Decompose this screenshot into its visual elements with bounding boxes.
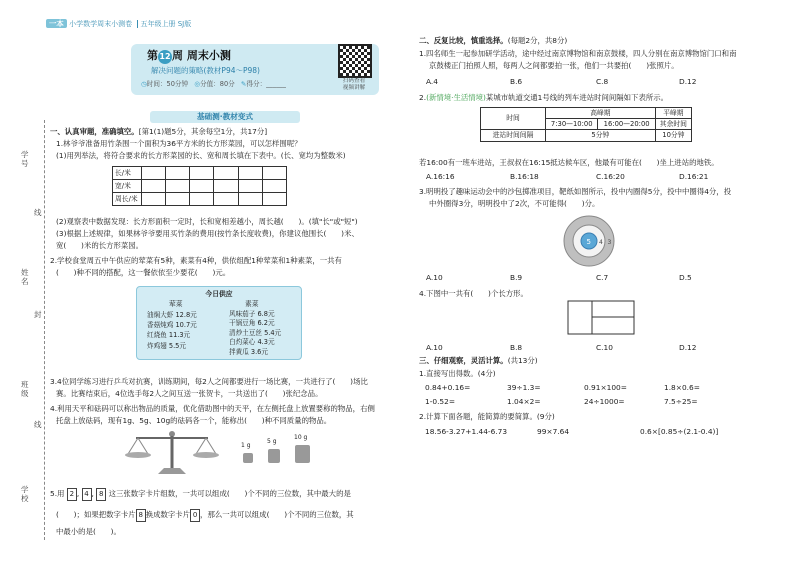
week-number: 12 (158, 50, 172, 64)
r1-line1: 1.四名师生一起参加研学活动，途中经过南京博物馆和南京鼓楼，四人分别在南京博物馆门口和南 (419, 49, 737, 58)
page-title: 第12周 周末小测 (147, 49, 231, 62)
weight-1g-label: 1 g (241, 442, 251, 449)
grade-label: 五年级上册 SJ版 (137, 20, 192, 28)
table-cell: 16:00—20:00 (598, 119, 655, 130)
meat-list (147, 310, 197, 351)
table-cell: 高峰期 (546, 108, 656, 119)
q1-1c-line1: (3)根据上述规律，如果林爷爷要用买竹条的费用(按竹条长度收费)，你建议他围长( )米、 (56, 229, 359, 238)
qr-code (338, 44, 372, 78)
side-label-class: 班级 (21, 380, 29, 399)
menu-title: 今日供应 (205, 290, 233, 298)
calc-item: 1.8×0.6= (664, 383, 700, 392)
subway-table (480, 107, 692, 142)
weight-10g (295, 445, 310, 463)
table-cell: 进站时间间隔 (481, 130, 546, 142)
section3-title: 三、仔细观察，灵活计算。(共13分) (419, 356, 538, 365)
calc-item: 1.04×2= (507, 397, 541, 406)
q5-line3: 中最小的是( )。 (56, 527, 121, 536)
clock-icon: ◷ (141, 80, 147, 88)
r3-option-a[interactable]: A.10 (426, 273, 443, 282)
list-item: 红烧鱼 11.3元 (147, 331, 191, 340)
list-item: 风味茄子 6.8元 (229, 310, 275, 318)
list-item: 干锅豆角 6.2元 (229, 319, 275, 328)
q5-line1: 5.用 2 , 4 , 8 这三张数字卡片组数，一共可以组成( )个不同的三位数，其中最大的是 (50, 488, 351, 501)
brand-tag: 一本 (46, 19, 67, 28)
calc-item: 24÷1000= (584, 397, 625, 406)
target-inner-label: 5 (586, 238, 591, 246)
side-label-school: 学校 (21, 485, 29, 504)
table-row-label: 周长/米 (113, 193, 142, 206)
calc-item: 1-0.52= (425, 397, 456, 406)
r3-line2: 中外圈得3分，明明投中了2次，不可能得( )分。 (429, 199, 600, 208)
calc-item: 0.84+0.16= (425, 383, 471, 392)
r1-option-b[interactable]: B.6 (510, 77, 523, 86)
list-item: 拌黄瓜 3.6元 (229, 347, 268, 356)
r4-question: 4.下图中一共有( )个长方形。 (419, 289, 528, 298)
rectangle-figure (567, 300, 637, 336)
score-icon: ◎ (194, 80, 200, 88)
c2-title: 2.计算下面各题，能简算的要简算。(9分) (419, 412, 555, 421)
list-item: 白灼菜心 4.3元 (229, 338, 275, 347)
time-info: 时间：50分钟 (146, 80, 189, 88)
q4-line1: 4.利用天平和砝码可以称出物品的质量，优化借助图中的天平，在左侧托盘上放置要称的物品，右侧 (50, 404, 375, 413)
calc2-item: 0.6×[0.85÷(2.1-0.4)] (640, 427, 719, 436)
r1-option-c[interactable]: C.8 (596, 77, 609, 86)
qr-caption: 扫码查看 视频讲解 (342, 78, 366, 91)
list-item: 香菇炖鸡 10.7元 (147, 321, 197, 330)
digit-card-2: 2 (67, 488, 77, 501)
weight-5g (268, 449, 280, 463)
target-outer-label: 3 (607, 239, 612, 246)
score-info: 分值：80分 (200, 80, 235, 88)
q5-line2: ( )；如果把数字卡片 8 换成数字卡片 0 ，那么一共可以组成( )个不同的三位数，其 (56, 509, 354, 522)
digit-card-8: 8 (96, 488, 106, 501)
r2-question: 若16:00有一班车进站，王叔叔在16:15抵达候车区，他最有可能在( )坐上进站的地铁。 (419, 158, 719, 167)
r4-option-c[interactable]: C.10 (596, 343, 613, 352)
r2-intro: 2.(新情境·生活情境)某城市轨道交通1号线的列车进站时间间隔如下表所示。 (419, 93, 669, 102)
r3-line1: 3.明明投了趣味运动会中的沙包掷准项目，靶纸如图所示，投中内圈得5分，投中中圈得4分，投 (419, 187, 732, 196)
table-cell: 7:30—10:00 (546, 119, 598, 130)
q3-line2: 赛。比赛结束后，4位选手每2人之间互送一张贺卡，一共送出了( )张纪念品。 (56, 389, 323, 398)
table-cell: 时间 (481, 108, 546, 130)
r2-option-b[interactable]: B.16:18 (510, 172, 539, 181)
r2-option-d[interactable]: D.16:21 (679, 172, 709, 181)
series-title: 小学数学周末小测卷 (69, 20, 133, 28)
q1-1a: (1)用列举法，将符合要求的长方形菜园的长、宽和周长填在下表中。(长、宽均为整数米) (56, 151, 346, 160)
section2-title: 二、反复比较，慎重选择。(每题2分，共8分) (419, 36, 568, 45)
r1-option-d[interactable]: D.12 (679, 77, 697, 86)
q2-line1: 2.学校食堂周五中午供应的荤菜有5种，素菜有4种，供依组配1种荤菜和1种素菜，一共有 (50, 256, 342, 265)
menu-head-veg: 素菜 (245, 300, 259, 308)
side-label-name: 姓名 (21, 268, 29, 287)
calc-item: 0.91×100= (584, 383, 627, 392)
side-seal-mark: 封 (34, 310, 42, 319)
weight-1g (243, 453, 253, 463)
q1-1: 1.林爷爷准备用竹条围一个面积为36平方米的长方形菜园，可以怎样围呢？ (56, 139, 302, 148)
digit-card-8b: 8 (136, 509, 146, 522)
q1-1b: (2)观察表中数据发现：长方形面积一定时，长和宽相差越小，周长越( )。(填"长"或"短") (56, 217, 358, 226)
q1-1c-line2: 宽( )米的长方形菜园。 (56, 241, 144, 250)
table-cell: 5分钟 (546, 130, 656, 142)
q2-line2: ( )种不同的搭配，这一餐依依至少要花( )元。 (56, 268, 231, 277)
list-item: 炸鸡翅 5.5元 (147, 341, 186, 350)
table-row-label: 宽/米 (113, 180, 142, 193)
table-cell: 平峰期 (655, 108, 691, 119)
list-item: 油焖大虾 12.8元 (147, 311, 197, 319)
pen-icon: ✎ (240, 80, 247, 88)
side-line-mark: 线 (34, 208, 42, 217)
r2-option-a[interactable]: A.16:16 (426, 172, 455, 181)
calc2-item: 99×7.64 (537, 427, 570, 436)
target-image (562, 214, 618, 268)
q1-title: 一、认真审题，准确填空。[第1(1)题5分，其余每空1分，共17分] (50, 127, 268, 136)
menu-board (136, 286, 302, 360)
veg-list (229, 310, 281, 357)
calc-item: 7.5÷25= (664, 397, 698, 406)
c1-title: 1.直接写出得数。(4分) (419, 369, 496, 378)
side-line-mark-2: 线 (34, 420, 42, 429)
list-item: 清炒土豆丝 5.4元 (229, 328, 282, 337)
r1-option-a[interactable]: A.4 (426, 77, 438, 86)
r3-option-b[interactable]: B.9 (510, 273, 523, 282)
enumeration-table (112, 166, 287, 206)
balance-scale-image (122, 428, 222, 476)
digit-card-4: 4 (82, 488, 92, 501)
target-middle-label: 4 (599, 239, 603, 246)
r4-option-a[interactable]: A.10 (426, 343, 443, 352)
menu-head-meat: 荤菜 (169, 300, 183, 308)
r4-option-d[interactable]: D.12 (679, 343, 697, 352)
table-cell: 其余时间 (655, 119, 691, 130)
got-info: 得分：______ (246, 80, 286, 88)
r3-option-d[interactable]: D.5 (679, 273, 692, 282)
table-row-label: 长/米 (113, 167, 142, 180)
digit-card-0: 0 (190, 509, 200, 522)
weight-10g-label: 10 g (294, 434, 308, 441)
r3-option-c[interactable]: C.7 (596, 273, 609, 282)
weight-5g-label: 5 g (267, 438, 277, 445)
q3-line1: 3.4位同学练习进行乒乓对抗赛，训练期间，每2人之间都要进行一场比赛，一共进行了( )场比 (50, 377, 368, 386)
subtitle: 解决问题的策略(教材P94～P98) (151, 66, 260, 75)
side-label-student-no: 学号 (21, 150, 29, 169)
q4-line2: 托盘上放砝码，现有1g、5g、10g的砝码各一个，能称出( )种不同质量的物品。 (56, 416, 332, 425)
r4-option-b[interactable]: B.8 (510, 343, 523, 352)
calc2-item: 18.56-3.27+1.44-6.73 (425, 427, 508, 436)
r2-option-c[interactable]: C.16:20 (596, 172, 625, 181)
table-cell: 10分钟 (655, 130, 691, 142)
calc-item: 39÷1.3= (507, 383, 541, 392)
section-basic: 基础测·教材变式 (150, 111, 300, 123)
info-row (141, 80, 286, 88)
r1-line2: 京鼓楼正门拍照人照，每两人之间都要拍一张，他们一共要拍( )张照片。 (429, 61, 679, 70)
header (46, 19, 191, 29)
binding-line (44, 120, 45, 540)
